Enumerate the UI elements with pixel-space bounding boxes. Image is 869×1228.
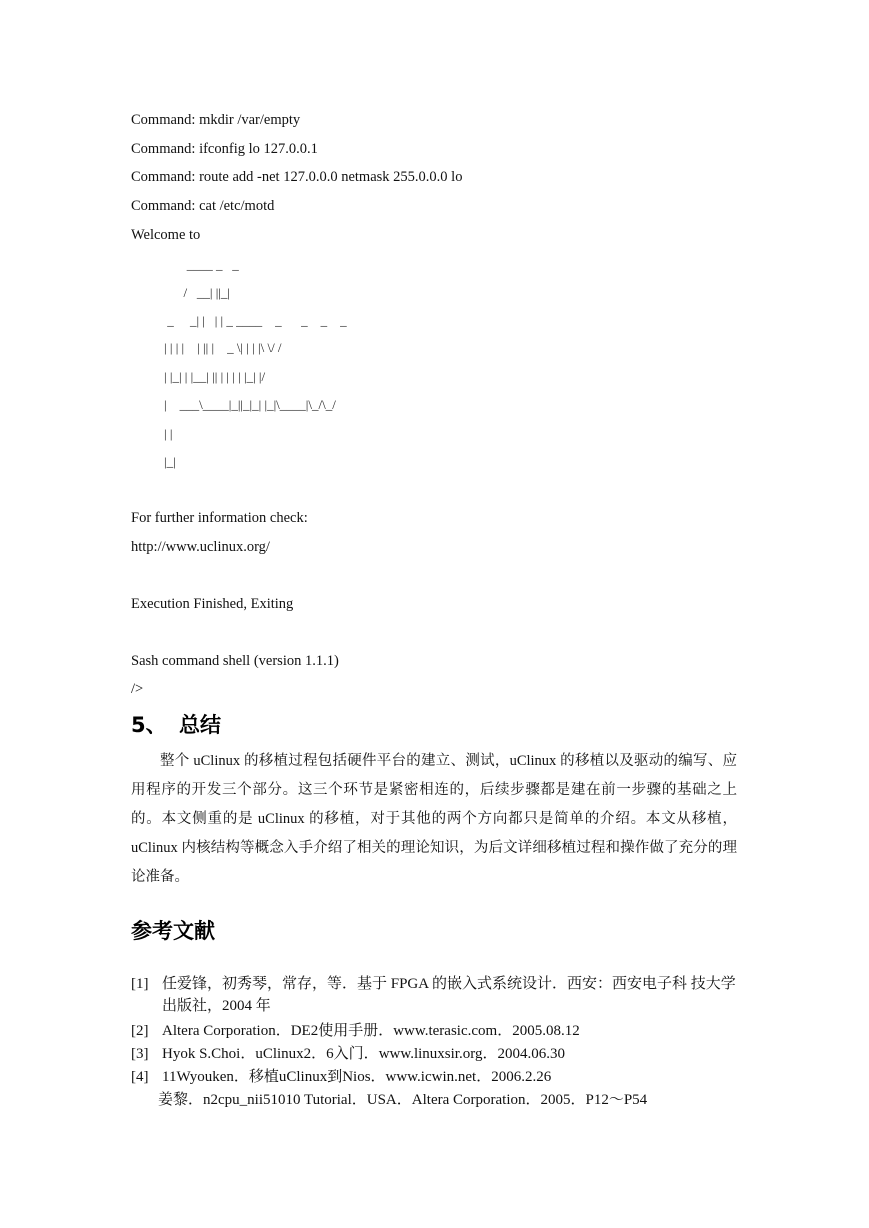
section-heading (131, 712, 221, 738)
references-heading: 参考文献 (131, 919, 215, 943)
ascii-art-line: | | | | | || | _ \| | | |\ \/ / (151, 340, 282, 355)
ascii-art-line: | | (151, 426, 173, 441)
info-link: http://www.uclinux.org/ (131, 539, 270, 555)
reference-index: [4] (131, 1069, 149, 1085)
ascii-art-line: _ _| | | | _ ____ _ _ _ _ (151, 313, 347, 328)
reference-extra: 姜黎．n2cpu_nii51010 Tutorial．USA．Altera Corporation．2005．P12～P54 (158, 1092, 648, 1108)
console-line: Command: mkdir /var/empty (131, 112, 301, 128)
ascii-art-line: / __| ||_| (151, 285, 231, 300)
summary-paragraph: 整个 uClinux 的移植过程包括硬件平台的建立、测试，uClinux 的移植以及驱动的编写、应用程序的开发三个部分。这三个环节是紧密相连的，后续步骤都是建在前一步骤的基础之上的。本文侧重的是 uClinux 的移植，对于其他的两个方向都只是简单的介绍。本文从移植，uClinux 内核结构等概念入手介绍了相关的理论知识，为后文详细移植过程和操作做了充分的理论准备。 (131, 753, 737, 885)
section-number: 5、 (131, 713, 167, 737)
section-title: 总结 (179, 713, 221, 737)
ascii-art-line: ____ _ _ (151, 257, 239, 272)
shell-line: Sash command shell (version 1.1.1) (131, 653, 339, 669)
reference-index: [2] (131, 1023, 149, 1039)
reference-index: [1] (131, 976, 149, 992)
console-line: Command: route add -net 127.0.0.0 netmask 255.0.0.0 lo (131, 169, 463, 185)
reference-text: 11Wyouken．移植uClinux到Nios．www.icwin.net．2006.2.26 (162, 1069, 552, 1085)
ascii-art-line: | |_| | |__| || | | | | |_| |/ (151, 369, 266, 384)
shell-prompt: /> (131, 681, 144, 697)
reference-index: [3] (131, 1046, 149, 1062)
summary-paragraph-block (131, 747, 737, 892)
reference-text: Hyok S.Choi．uClinux2．6入门．www.linuxsir.org．2004.06.30 (162, 1046, 565, 1062)
reference-text: Altera Corporation．DE2使用手册．www.terasic.com．2005.08.12 (162, 1023, 580, 1039)
reference-text: 任爱锋，初秀琴，常存，等．基于 FPGA 的嵌入式系统设计．西安：西安电子科 技大学出版社，2004 年 (162, 976, 736, 1014)
status-line: Execution Finished, Exiting (131, 596, 294, 612)
console-line: Command: cat /etc/motd (131, 198, 275, 214)
ascii-art-line: | ___\____|_||_|_| |_|\____|\_/\_/ (151, 397, 336, 412)
info-line: For further information check: (131, 510, 308, 526)
ascii-art-line: |_| (151, 454, 176, 469)
console-line: Command: ifconfig lo 127.0.0.1 (131, 141, 318, 157)
console-line: Welcome to (131, 227, 201, 243)
